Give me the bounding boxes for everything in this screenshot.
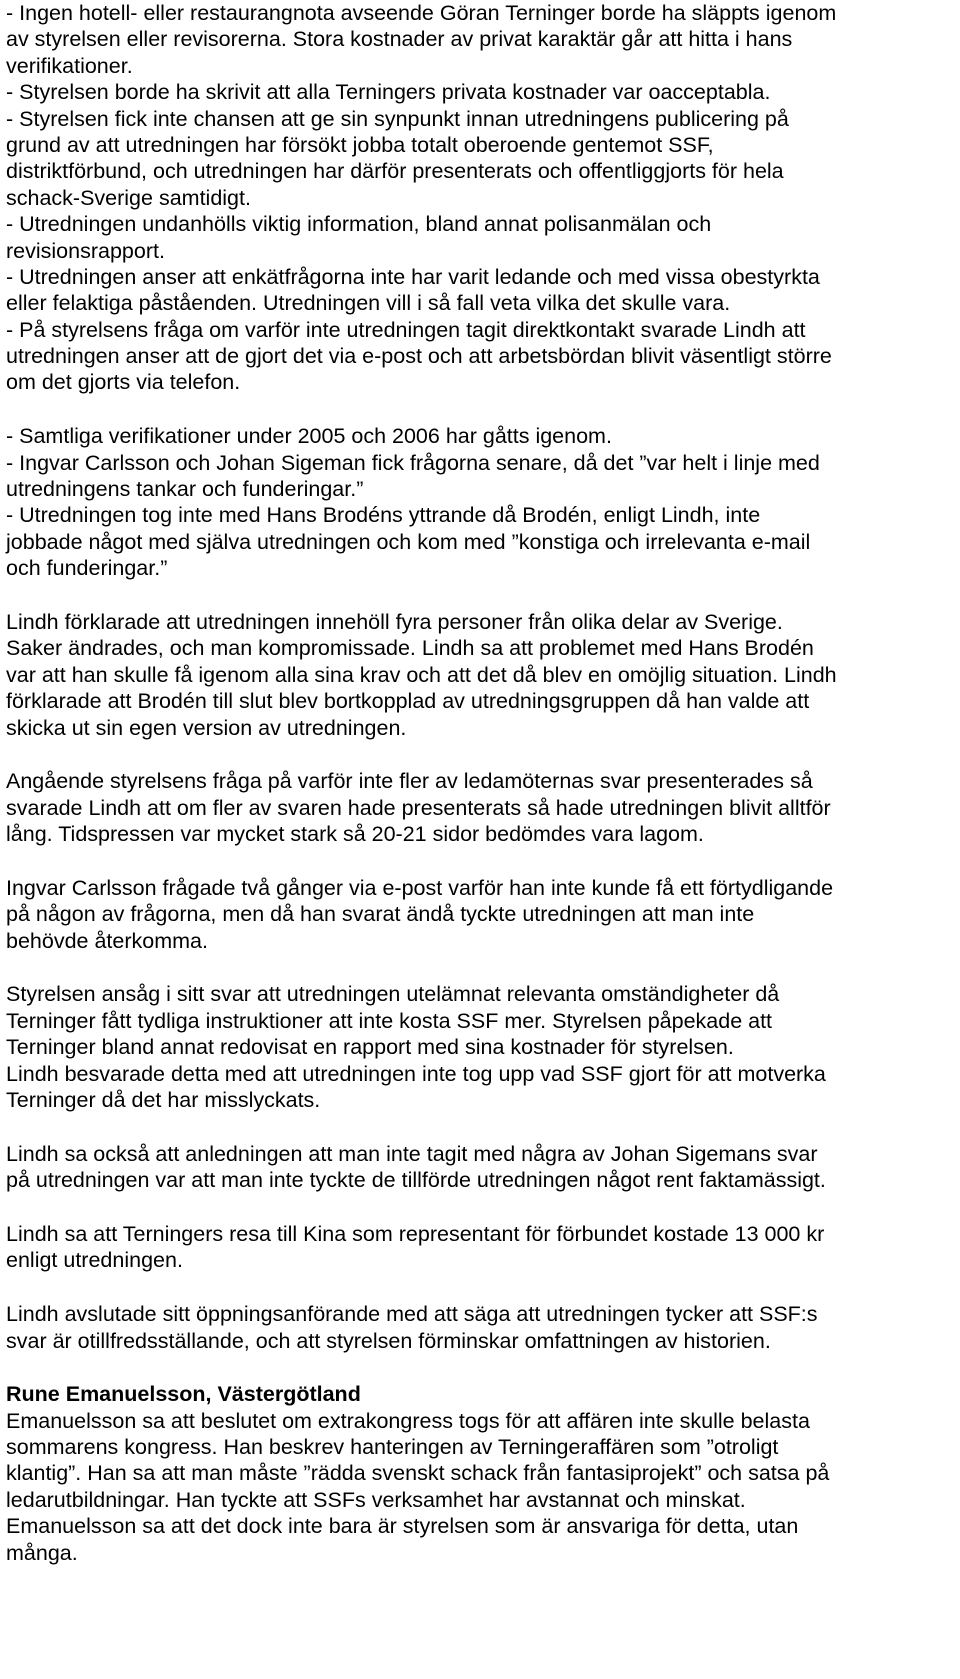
text-line: jobbade något med själva utredningen och kom med ”konstiga och irrelevanta e-mail	[6, 529, 811, 554]
text-line: distriktförbund, och utredningen har därför presenterats och offentliggjorts för hela	[6, 159, 784, 184]
section-heading: Rune Emanuelsson, Västergötland	[6, 1382, 361, 1407]
text-line: Styrelsen ansåg i sitt svar att utredningen utelämnat relevanta omständigheter då	[6, 982, 780, 1007]
text-line: Terninger bland annat redovisat en rapport med sina kostnader för styrelsen.	[6, 1035, 734, 1060]
text-line: - Utredningen tog inte med Hans Brodéns yttrande då Brodén, enligt Lindh, inte	[6, 503, 761, 528]
text-line: Emanuelsson sa att det dock inte bara är styrelsen som är ansvariga för detta, utan	[6, 1514, 799, 1539]
text-line: på utredningen var att man inte tyckte de tillförde utredningen något rent faktamässigt.	[6, 1168, 826, 1193]
text-line: många.	[6, 1540, 78, 1565]
text-line: och funderingar.”	[6, 556, 168, 581]
text-line: skicka ut sin egen version av utredningen.	[6, 715, 407, 740]
paragraph	[6, 1408, 956, 1566]
paragraph-spacer	[6, 848, 956, 875]
text-line: Lindh avslutade sitt öppningsanförande med att säga att utredningen tycker att SSF:s	[6, 1302, 818, 1327]
text-line: om det gjorts via telefon.	[6, 370, 241, 395]
paragraph-spacer	[6, 1354, 956, 1381]
text-line: sommarens kongress. Han beskrev hanteringen av Terningeraffären som ”otroligt	[6, 1435, 779, 1460]
text-line: Lindh sa också att anledningen att man inte tagit med några av Johan Sigemans svar	[6, 1141, 818, 1166]
text-line: Lindh förklarade att utredningen innehöll fyra personer från olika delar av Sverige.	[6, 609, 783, 634]
text-line: Terninger då det har misslyckats.	[6, 1088, 321, 1113]
document-page	[6, 0, 956, 1566]
paragraph-spacer	[6, 582, 956, 609]
text-line: var att han skulle få igenom alla sina krav och att det då blev en omöjlig situation. Lindh	[6, 662, 837, 687]
paragraph	[6, 609, 956, 741]
paragraph	[6, 423, 956, 581]
text-line: lång. Tidspressen var mycket stark så 20-21 sidor bedömdes vara lagom.	[6, 822, 704, 847]
text-line: schack-Sverige samtidigt.	[6, 185, 251, 210]
text-line: av styrelsen eller revisorerna. Stora kostnader av privat karaktär går att hitta i hans	[6, 27, 793, 52]
text-line: - Samtliga verifikationer under 2005 och 2006 har gåtts igenom.	[6, 424, 612, 449]
text-line: - Utredningen undanhölls viktig information, bland annat polisanmälan och	[6, 212, 712, 237]
text-line: svarade Lindh att om fler av svaren hade presenterats så hade utredningen blivit alltför	[6, 795, 831, 820]
text-line: - Utredningen anser att enkätfrågorna inte har varit ledande och med vissa obestyrkta	[6, 264, 820, 289]
text-line: utredningens tankar och funderingar.”	[6, 477, 364, 502]
text-line: klantig”. Han sa att man måste ”rädda svenskt schack från fantasiprojekt” och satsa på	[6, 1461, 830, 1486]
text-line: behövde återkomma.	[6, 928, 208, 953]
paragraph	[6, 1221, 956, 1274]
text-line: revisionsrapport.	[6, 238, 165, 263]
text-line: - Ingen hotell- eller restaurangnota avseende Göran Terninger borde ha släppts igenom	[6, 1, 837, 25]
paragraph-spacer	[6, 1274, 956, 1301]
paragraph-spacer	[6, 1194, 956, 1221]
text-line: Saker ändrades, och man kompromissade. Lindh sa att problemet med Hans Brodén	[6, 636, 814, 661]
text-line: Angående styrelsens fråga på varför inte fler av ledamöternas svar presenterades så	[6, 769, 813, 794]
text-line: utredningen anser att de gjort det via e-post och att arbetsbördan blivit väsentligt större	[6, 344, 832, 369]
paragraph	[6, 1141, 956, 1194]
paragraph	[6, 875, 956, 954]
text-line: ledarutbildningar. Han tyckte att SSFs verksamhet har avstannat och minskat.	[6, 1487, 746, 1512]
text-line: enligt utredningen.	[6, 1248, 183, 1273]
text-line: - Styrelsen fick inte chansen att ge sin synpunkt innan utredningens publicering på	[6, 106, 789, 131]
text-line: verifikationer.	[6, 53, 133, 78]
paragraph	[6, 1301, 956, 1354]
text-line: förklarade att Brodén till slut blev bortkopplad av utredningsgruppen då han valde att	[6, 689, 810, 714]
text-line: - Ingvar Carlsson och Johan Sigeman fick frågorna senare, då det ”var helt i linje med	[6, 450, 820, 475]
paragraph-spacer	[6, 396, 956, 423]
text-line: svar är otillfredsställande, och att styrelsen förminskar omfattningen av historien.	[6, 1328, 771, 1353]
text-line: Ingvar Carlsson frågade två gånger via e-post varför han inte kunde få ett förtydligande	[6, 875, 834, 900]
text-line: eller felaktiga påståenden. Utredningen vill i så fall veta vilka det skulle vara.	[6, 291, 731, 316]
text-line: - På styrelsens fråga om varför inte utredningen tagit direktkontakt svarade Lindh att	[6, 317, 806, 342]
text-line: på någon av frågorna, men då han svarat ändå tyckte utredningen att man inte	[6, 902, 755, 927]
text-line: Lindh sa att Terningers resa till Kina som representant för förbundet kostade 13 000 kr	[6, 1221, 825, 1246]
paragraph-spacer	[6, 741, 956, 768]
text-line: grund av att utredningen har försökt jobba totalt oberoende gentemot SSF,	[6, 132, 714, 157]
text-line: Terninger fått tydliga instruktioner att inte kosta SSF mer. Styrelsen påpekade att	[6, 1008, 773, 1033]
text-line: Lindh besvarade detta med att utredningen inte tog upp vad SSF gjort för att motverka	[6, 1061, 826, 1086]
paragraph	[6, 981, 956, 1113]
paragraph	[6, 768, 956, 847]
paragraph-spacer	[6, 954, 956, 981]
text-line: - Styrelsen borde ha skrivit att alla Terningers privata kostnader var oacceptabla.	[6, 80, 771, 105]
paragraph	[6, 0, 956, 396]
text-line: Emanuelsson sa att beslutet om extrakongress togs för att affären inte skulle belasta	[6, 1408, 810, 1433]
paragraph-spacer	[6, 1113, 956, 1140]
